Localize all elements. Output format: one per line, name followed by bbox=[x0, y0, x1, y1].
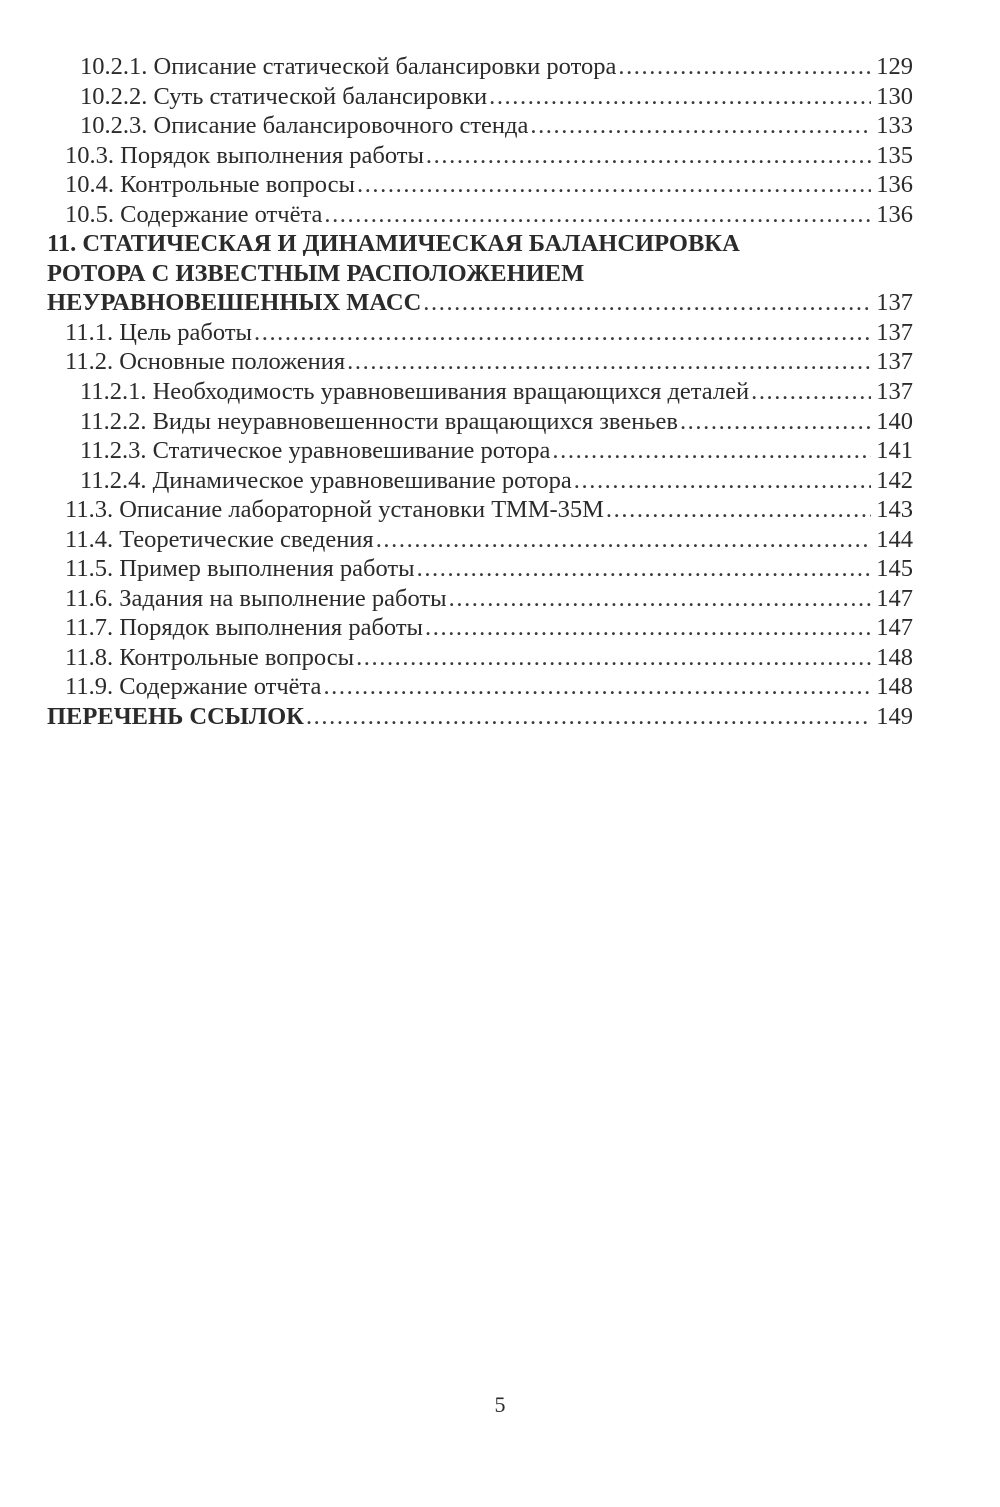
toc-entry-page: 135 bbox=[876, 141, 913, 169]
toc-entry-title: 11.2.3. Статическое уравновешивание ротора bbox=[80, 437, 551, 465]
toc-entry-title: 11.2.1. Необходимость уравновешивания вращающихся деталей bbox=[80, 378, 750, 406]
toc-entry-title: 11.2.4. Динамическое уравновешивание ротора bbox=[80, 466, 572, 494]
toc-dot-leader bbox=[324, 200, 871, 230]
toc-entry-11-5[interactable] bbox=[47, 554, 913, 584]
toc-entry-10-4[interactable] bbox=[47, 170, 913, 200]
toc-chapter-11-heading-line-1[interactable] bbox=[47, 229, 913, 259]
toc-chapter-title: 11. СТАТИЧЕСКАЯ И ДИНАМИЧЕСКАЯ БАЛАНСИРОВКА bbox=[47, 230, 740, 258]
toc-entry-title: 11.8. Контрольные вопросы bbox=[65, 643, 355, 671]
toc-entry-title: 11.5. Пример выполнения работы bbox=[65, 555, 415, 583]
toc-dot-leader bbox=[254, 318, 871, 348]
table-of-contents bbox=[47, 52, 913, 732]
toc-entry-11-8[interactable] bbox=[47, 643, 913, 673]
toc-dot-leader bbox=[489, 82, 871, 112]
toc-entry-10-5[interactable] bbox=[47, 200, 913, 230]
toc-entry-title: 11.2.2. Виды неуравновешенности вращающихся звеньев bbox=[80, 407, 678, 435]
toc-dot-leader bbox=[425, 613, 871, 643]
toc-dot-leader bbox=[680, 407, 871, 437]
toc-entry-page: 137 bbox=[876, 318, 913, 346]
toc-entry-10-3[interactable] bbox=[47, 141, 913, 171]
toc-dot-leader bbox=[606, 495, 871, 525]
toc-entry-page: 143 bbox=[876, 496, 913, 524]
toc-entry-10-2-2[interactable] bbox=[47, 82, 913, 112]
toc-entry-page: 144 bbox=[876, 525, 913, 553]
toc-entry-references[interactable] bbox=[47, 702, 913, 732]
toc-chapter-11-heading-line-3[interactable] bbox=[47, 288, 913, 318]
toc-dot-leader bbox=[347, 347, 871, 377]
toc-entry-title: 10.4. Контрольные вопросы bbox=[65, 171, 355, 199]
toc-entry-title: 10.5. Содержание отчёта bbox=[65, 200, 323, 228]
toc-entry-page: 147 bbox=[876, 614, 913, 642]
toc-entry-page: 130 bbox=[876, 82, 913, 110]
toc-entry-title: 10.2.1. Описание статической балансировки ротора bbox=[80, 53, 617, 80]
toc-entry-page: 148 bbox=[876, 673, 913, 701]
toc-entry-11-1[interactable] bbox=[47, 318, 913, 348]
toc-entry-title: 11.6. Задания на выполнение работы bbox=[65, 584, 447, 612]
toc-entry-11-7[interactable] bbox=[47, 613, 913, 643]
toc-entry-page: 129 bbox=[876, 53, 913, 80]
toc-entry-11-6[interactable] bbox=[47, 584, 913, 614]
toc-dot-leader bbox=[552, 436, 871, 466]
toc-entry-title: 10.2.2. Суть статической балансировки bbox=[80, 82, 488, 110]
toc-entry-page: 136 bbox=[876, 200, 913, 228]
toc-entry-10-2-3[interactable] bbox=[47, 111, 913, 141]
toc-entry-11-2[interactable] bbox=[47, 347, 913, 377]
toc-entry-title: 11.2. Основные положения bbox=[65, 348, 346, 376]
toc-entry-title: 10.3. Порядок выполнения работы bbox=[65, 141, 424, 169]
toc-dot-leader bbox=[751, 377, 871, 407]
toc-entry-11-2-3[interactable] bbox=[47, 436, 913, 466]
toc-dot-leader bbox=[306, 702, 871, 732]
toc-dot-leader bbox=[618, 52, 871, 82]
toc-dot-leader bbox=[376, 525, 871, 555]
toc-entry-page: 149 bbox=[876, 703, 913, 731]
toc-entry-title: 11.9. Содержание отчёта bbox=[65, 673, 322, 701]
toc-dot-leader bbox=[356, 643, 871, 673]
toc-entry-page: 133 bbox=[876, 112, 913, 140]
toc-chapter-11-heading-line-2[interactable] bbox=[47, 259, 913, 289]
toc-entry-page: 136 bbox=[876, 171, 913, 199]
toc-chapter-title: РОТОРА С ИЗВЕСТНЫМ РАСПОЛОЖЕНИЕМ bbox=[47, 259, 585, 287]
toc-entry-page: 148 bbox=[876, 643, 913, 671]
toc-dot-leader bbox=[530, 111, 871, 141]
toc-entry-title: 11.3. Описание лабораторной установки ТММ-35М bbox=[65, 496, 604, 524]
toc-entry-page: 137 bbox=[876, 378, 913, 406]
toc-entry-11-2-1[interactable] bbox=[47, 377, 913, 407]
toc-entry-11-2-4[interactable] bbox=[47, 466, 913, 496]
toc-entry-page: 145 bbox=[876, 555, 913, 583]
toc-dot-leader bbox=[323, 672, 871, 702]
toc-dot-leader bbox=[426, 141, 871, 171]
toc-dot-leader bbox=[417, 554, 871, 584]
toc-entry-title: 11.4. Теоретические сведения bbox=[65, 525, 374, 553]
toc-chapter-title: НЕУРАВНОВЕШЕННЫХ МАСС bbox=[47, 289, 422, 317]
toc-entry-11-4[interactable] bbox=[47, 525, 913, 555]
toc-entry-11-3[interactable] bbox=[47, 495, 913, 525]
toc-chapter-title: ПЕРЕЧЕНЬ ССЫЛОК bbox=[47, 703, 304, 731]
toc-entry-page: 141 bbox=[876, 437, 913, 465]
toc-entry-title: 10.2.3. Описание балансировочного стенда bbox=[80, 112, 529, 140]
toc-entry-page: 147 bbox=[876, 584, 913, 612]
toc-entry-page: 137 bbox=[876, 348, 913, 376]
toc-dot-leader bbox=[357, 170, 871, 200]
toc-entry-11-9[interactable] bbox=[47, 672, 913, 702]
toc-entry-10-2-1[interactable] bbox=[47, 52, 913, 82]
toc-dot-leader bbox=[449, 584, 871, 614]
toc-entry-page: 137 bbox=[876, 289, 913, 317]
toc-entry-title: 11.7. Порядок выполнения работы bbox=[65, 614, 424, 642]
toc-entry-page: 140 bbox=[876, 407, 913, 435]
toc-entry-title: 11.1. Цель работы bbox=[65, 318, 252, 346]
toc-entry-11-2-2[interactable] bbox=[47, 407, 913, 437]
toc-dot-leader bbox=[574, 466, 871, 496]
toc-dot-leader bbox=[423, 288, 871, 318]
page-number: 5 bbox=[494, 1392, 506, 1417]
toc-entry-page: 142 bbox=[876, 466, 913, 494]
